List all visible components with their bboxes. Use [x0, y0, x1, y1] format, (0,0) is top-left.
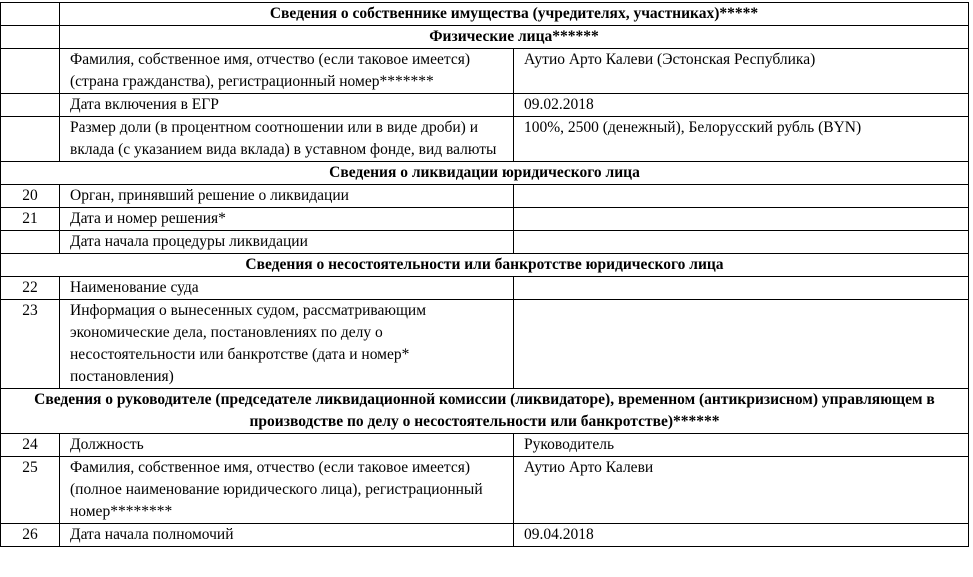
table-row-court-info	[1, 300, 969, 389]
section-header-manager: Сведения о руководителе (председателе ликвидационной комиссии (ликвидаторе), временном (антикризисном) управляющем в производстве по делу о несостоятельности или банкротстве)******	[1, 389, 969, 434]
field-value: 09.04.2018	[514, 524, 969, 547]
field-value: Аутио Арто Калеви (Эстонская Республика)	[514, 49, 969, 94]
row-number: 22	[1, 277, 60, 300]
section-row-owner	[1, 3, 969, 26]
table-row-share	[1, 117, 969, 162]
row-number-cell	[1, 3, 60, 26]
field-value	[514, 208, 969, 231]
field-value: 09.02.2018	[514, 94, 969, 117]
table-row-liq-start	[1, 231, 969, 254]
field-label: Размер доли (в процентном соотношении или в виде дроби) и вклада (с указанием вида вклада) в уставном фонде, вид валюты	[60, 117, 514, 162]
row-number	[1, 94, 60, 117]
row-number	[1, 117, 60, 162]
section-row-manager	[1, 389, 969, 434]
field-label: Информация о вынесенных судом, рассматривающим экономические дела, постановлениях по делу о несостоятельности или банкротстве (дата и номер* постановления)	[60, 300, 514, 389]
field-value: 100%, 2500 (денежный), Белорусский рубль (BYN)	[514, 117, 969, 162]
field-label: Дата включения в ЕГР	[60, 94, 514, 117]
table-row-position	[1, 434, 969, 457]
section-row-liquidation	[1, 162, 969, 185]
section-row-individuals	[1, 26, 969, 49]
section-header-liquidation: Сведения о ликвидации юридического лица	[1, 162, 969, 185]
row-number: 25	[1, 457, 60, 524]
table-row-liq-body	[1, 185, 969, 208]
row-number: 21	[1, 208, 60, 231]
field-label: Дата начала процедуры ликвидации	[60, 231, 514, 254]
field-value	[514, 185, 969, 208]
field-label: Орган, принявший решение о ликвидации	[60, 185, 514, 208]
field-label: Наименование суда	[60, 277, 514, 300]
row-number: 23	[1, 300, 60, 389]
table-row-powers-start	[1, 524, 969, 547]
row-number	[1, 49, 60, 94]
field-value	[514, 231, 969, 254]
table-row-manager-name	[1, 457, 969, 524]
field-label: Фамилия, собственное имя, отчество (если таковое имеется) (полное наименование юридического лица), регистрационный номер********	[60, 457, 514, 524]
section-row-insolvency	[1, 254, 969, 277]
table-row-owner-name	[1, 49, 969, 94]
field-label: Фамилия, собственное имя, отчество (если таковое имеется) (страна гражданства), регистрационный номер*******	[60, 49, 514, 94]
field-value: Аутио Арто Калеви	[514, 457, 969, 524]
registry-table	[0, 2, 969, 547]
row-number: 24	[1, 434, 60, 457]
field-value: Руководитель	[514, 434, 969, 457]
row-number: 26	[1, 524, 60, 547]
table-row-liq-decision	[1, 208, 969, 231]
row-number-cell	[1, 26, 60, 49]
field-value	[514, 277, 969, 300]
field-label: Должность	[60, 434, 514, 457]
row-number: 20	[1, 185, 60, 208]
table-row-court-name	[1, 277, 969, 300]
section-header-owner: Сведения о собственнике имущества (учредителях, участниках)*****	[60, 3, 969, 26]
row-number	[1, 231, 60, 254]
section-header-insolvency: Сведения о несостоятельности или банкротстве юридического лица	[1, 254, 969, 277]
section-header-individuals: Физические лица******	[60, 26, 969, 49]
table-row-egr-date	[1, 94, 969, 117]
field-label: Дата начала полномочий	[60, 524, 514, 547]
field-label: Дата и номер решения*	[60, 208, 514, 231]
field-value	[514, 300, 969, 389]
